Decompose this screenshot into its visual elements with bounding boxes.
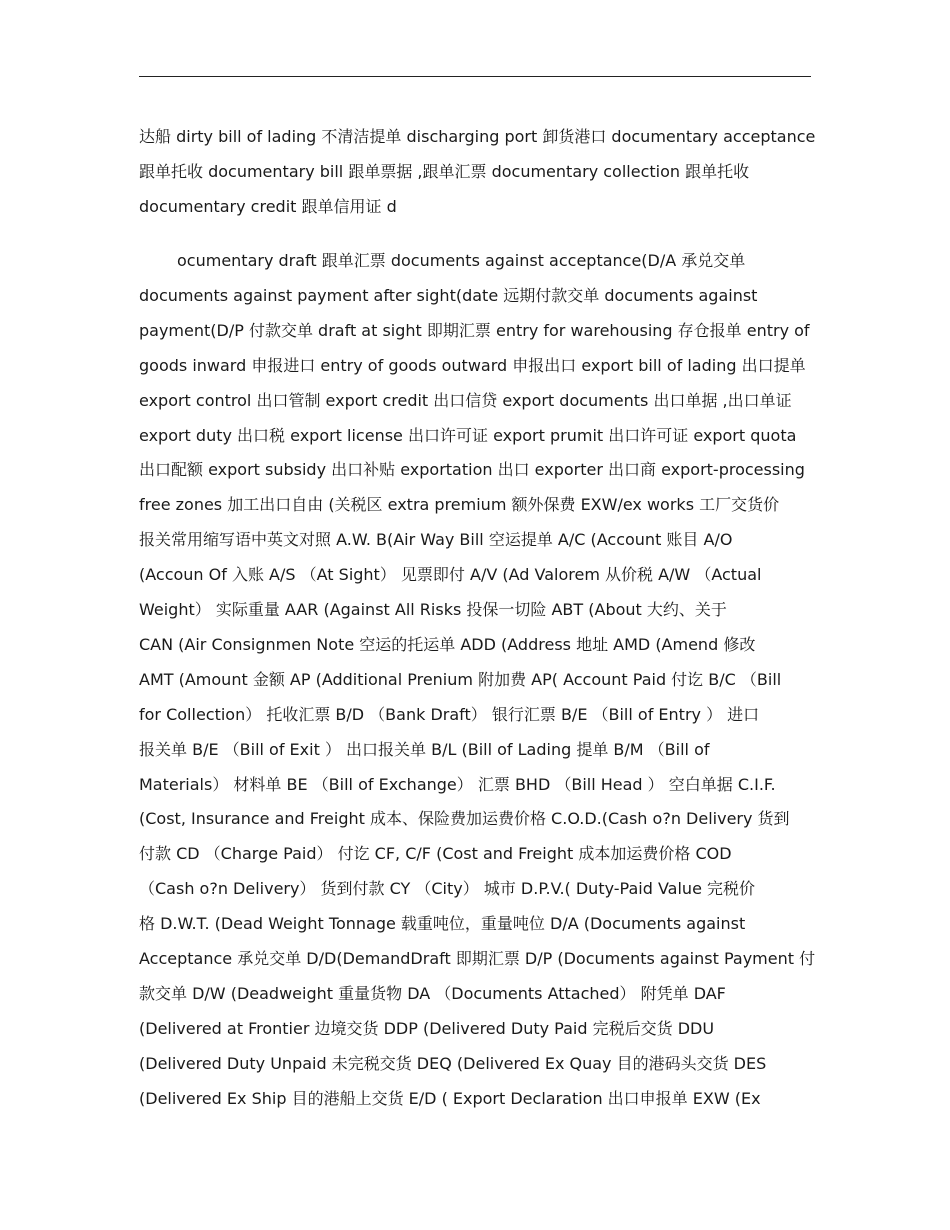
- text-line: payment(D/P 付款交单 draft at sight 即期汇票 entry for warehousing 存仓报单 entry of: [139, 320, 810, 340]
- text-line: 达船 dirty bill of lading 不清洁提单 discharging port 卸货港口 documentary acceptance: [139, 127, 816, 146]
- text-line: （Cash o?n Delivery） 货到付款 CY （City） 城市 D.P.V.( Duty-Paid Value 完税价: [139, 879, 756, 899]
- text-line: AMT (Amount 金额 AP (Additional Prenium 附加费 AP( Account Paid 付讫 B/C （Bill: [139, 669, 782, 689]
- text-line: (Cost, Insurance and Freight 成本、保险费加运费价格 C.O.D.(Cash o?n Delivery 货到: [139, 809, 790, 829]
- text-line: Weight） 实际重量 AAR (Against All Risks 投保一切险 ABT (About 大约、关于: [139, 600, 727, 619]
- text-line: goods inward 申报进口 entry of goods outward 申报出口 export bill of lading 出口提单: [139, 355, 806, 375]
- text-line: 格 D.W.T. (Dead Weight Tonnage 载重吨位，重量吨位 D/A (Documents against: [139, 914, 746, 934]
- text-line: free zones 加工出口自由 (关税区 extra premium 额外保费 EXW/ex works 工厂交货价: [139, 495, 780, 515]
- text-line: documents against payment after sight(date 远期付款交单 documents against: [139, 285, 758, 305]
- text-line: 款交单 D/W (Deadweight 重量货物 DA （Documents Attached） 附凭单 DAF: [139, 983, 726, 1003]
- text-line: export duty 出口税 export license 出口许可证 export prumit 出口许可证 export quota: [139, 425, 797, 445]
- text-line: ocumentary draft 跟单汇票 documents against acceptance(D/A 承兑交单: [177, 251, 746, 270]
- text-line: 付款 CD （Charge Paid） 付讫 CF, C/F (Cost and Freight 成本加运费价格 COD: [139, 844, 732, 864]
- text-line: (Delivered Ex Ship 目的港船上交货 E/D ( Export Declaration 出口申报单 EXW (Ex: [139, 1088, 761, 1108]
- text-line: Materials） 材料单 BE （Bill of Exchange） 汇票 BHD （Bill Head ） 空白单据 C.I.F.: [139, 774, 776, 794]
- text-line: 报关常用缩写语中英文对照 A.W. B(Air Way Bill 空运提单 A/C (Account 账目 A/O: [139, 530, 733, 550]
- text-line: Acceptance 承兑交单 D/D(DemandDraft 即期汇票 D/P (Documents against Payment 付: [139, 949, 816, 968]
- header-rule: [139, 76, 811, 77]
- text-line: for Collection） 托收汇票 B/D （Bank Draft） 银行汇票 B/E （Bill of Entry ） 进口: [139, 704, 760, 724]
- text-line: 跟单托收 documentary bill 跟单票据 ,跟单汇票 documentary collection 跟单托收: [139, 161, 750, 181]
- text-line: 出口配额 export subsidy 出口补贴 exportation 出口 exporter 出口商 export-processing: [139, 460, 805, 480]
- text-line: documentary credit 跟单信用证 d: [139, 196, 397, 216]
- text-line: CAN (Air Consignmen Note 空运的托运单 ADD (Address 地址 AMD (Amend 修改: [139, 634, 756, 654]
- text-line: (Delivered at Frontier 边境交货 DDP (Delivered Duty Paid 完税后交货 DDU: [139, 1018, 715, 1038]
- text-line: (Delivered Duty Unpaid 未完税交货 DEQ (Delivered Ex Quay 目的港码头交货 DES: [139, 1053, 767, 1073]
- text-line: (Accoun Of 入账 A/S （At Sight） 见票即付 A/V (Ad Valorem 从价税 A/W （Actual: [139, 565, 762, 585]
- text-line: export control 出口管制 export credit 出口信贷 export documents 出口单据 ,出口单证: [139, 390, 792, 410]
- text-line: 报关单 B/E （Bill of Exit ） 出口报关单 B/L (Bill of Lading 提单 B/M （Bill of: [139, 739, 710, 759]
